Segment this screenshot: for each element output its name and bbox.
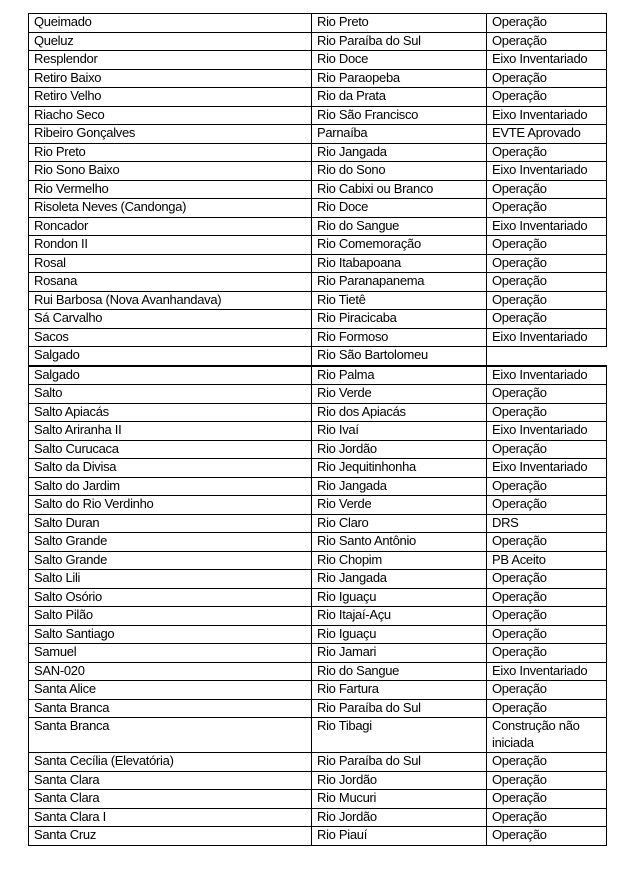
- status-cell: Eixo Inventariado: [487, 366, 607, 385]
- river-cell: Rio Jequitinhonha: [312, 459, 487, 478]
- river-cell: Rio Jordão: [312, 440, 487, 459]
- status-cell: Operação: [487, 808, 607, 827]
- plant-name-cell: SAN-020: [29, 662, 312, 681]
- plant-name-cell: Queluz: [29, 32, 312, 51]
- table-row: [29, 310, 607, 329]
- river-cell: Rio Chopim: [312, 551, 487, 570]
- river-cell: Rio Paranapanema: [312, 273, 487, 292]
- status-cell: EVTE Aprovado: [487, 125, 607, 144]
- river-cell: Rio Verde: [312, 496, 487, 515]
- plant-name-cell: Sacos: [29, 328, 312, 347]
- plant-name-cell: Salto Curucaca: [29, 440, 312, 459]
- table-row: [29, 106, 607, 125]
- plant-name-cell: Queimado: [29, 14, 312, 33]
- status-cell: Operação: [487, 477, 607, 496]
- table-row: [29, 51, 607, 70]
- status-cell: Operação: [487, 771, 607, 790]
- plant-name-cell: Salto Apiacás: [29, 403, 312, 422]
- table-row: [29, 718, 607, 753]
- plant-name-cell: Rio Sono Baixo: [29, 162, 312, 181]
- table-row: [29, 588, 607, 607]
- status-cell: Operação: [487, 69, 607, 88]
- river-cell: Rio Jangada: [312, 477, 487, 496]
- plant-name-cell: Salto: [29, 385, 312, 404]
- table-row: [29, 607, 607, 626]
- river-cell: Rio do Sangue: [312, 662, 487, 681]
- table-row: [29, 199, 607, 218]
- river-cell: Rio do Sono: [312, 162, 487, 181]
- status-cell: Eixo Inventariado: [487, 459, 607, 478]
- table-row: [29, 514, 607, 533]
- status-cell: Construção não iniciada: [487, 718, 607, 753]
- table-row: [29, 236, 607, 255]
- status-cell: Eixo Inventariado: [487, 51, 607, 70]
- plant-name-cell: Resplendor: [29, 51, 312, 70]
- table-row: [29, 790, 607, 809]
- table-row: [29, 328, 607, 347]
- river-cell: Rio Cabixi ou Branco: [312, 180, 487, 199]
- status-cell: Operação: [487, 236, 607, 255]
- plant-name-cell: Retiro Velho: [29, 88, 312, 107]
- table-row: [29, 699, 607, 718]
- table-row: [29, 125, 607, 144]
- status-cell: Operação: [487, 570, 607, 589]
- table-row: [29, 291, 607, 310]
- river-cell: Rio Tibagi: [312, 718, 487, 753]
- river-cell: Rio Verde: [312, 385, 487, 404]
- plant-name-cell: Rosana: [29, 273, 312, 292]
- river-cell: Rio Ivaí: [312, 422, 487, 441]
- status-cell: Operação: [487, 88, 607, 107]
- plant-name-cell: Rio Preto: [29, 143, 312, 162]
- table-row: [29, 162, 607, 181]
- plant-name-cell: Rui Barbosa (Nova Avanhandava): [29, 291, 312, 310]
- status-cell: Operação: [487, 681, 607, 700]
- status-cell: Operação: [487, 753, 607, 772]
- table-row: [29, 644, 607, 663]
- status-cell: Operação: [487, 644, 607, 663]
- table-row: [29, 14, 607, 33]
- plant-name-cell: Santa Cecília (Elevatória): [29, 753, 312, 772]
- status-cell: Operação: [487, 533, 607, 552]
- river-cell: Rio Paraíba do Sul: [312, 699, 487, 718]
- status-cell: Operação: [487, 588, 607, 607]
- status-cell: Eixo Inventariado: [487, 106, 607, 125]
- status-cell: Operação: [487, 14, 607, 33]
- status-cell: Operação: [487, 699, 607, 718]
- plant-name-cell: Salto Grande: [29, 533, 312, 552]
- status-cell: Operação: [487, 385, 607, 404]
- river-cell: Rio Mucuri: [312, 790, 487, 809]
- river-cell: Rio Iguaçu: [312, 625, 487, 644]
- river-cell: Rio Formoso: [312, 328, 487, 347]
- plant-name-cell: Rondon II: [29, 236, 312, 255]
- plant-name-cell: Sá Carvalho: [29, 310, 312, 329]
- table-row: [29, 681, 607, 700]
- status-cell: Operação: [487, 291, 607, 310]
- table-row: [29, 827, 607, 846]
- table-row: [29, 570, 607, 589]
- plant-name-cell: Samuel: [29, 644, 312, 663]
- river-cell: Rio da Prata: [312, 88, 487, 107]
- river-cell: Rio Fartura: [312, 681, 487, 700]
- river-cell: Rio Tietê: [312, 291, 487, 310]
- status-cell: Operação: [487, 403, 607, 422]
- status-cell: Operação: [487, 440, 607, 459]
- plant-name-cell: Rio Vermelho: [29, 180, 312, 199]
- status-cell: Operação: [487, 790, 607, 809]
- status-cell: Operação: [487, 180, 607, 199]
- status-cell: PB Aceito: [487, 551, 607, 570]
- hydro-plants-table-container: [28, 13, 606, 846]
- table-row: [29, 771, 607, 790]
- river-cell: Rio Paraíba do Sul: [312, 32, 487, 51]
- table-row: [29, 366, 607, 385]
- table-row: [29, 662, 607, 681]
- table-row: [29, 477, 607, 496]
- river-cell: Rio Jamari: [312, 644, 487, 663]
- plant-name-cell: Risoleta Neves (Candonga): [29, 199, 312, 218]
- status-cell: Operação: [487, 496, 607, 515]
- table-row: [29, 440, 607, 459]
- river-cell: Rio dos Apiacás: [312, 403, 487, 422]
- status-cell: Operação: [487, 32, 607, 51]
- river-cell: Rio São Francisco: [312, 106, 487, 125]
- river-cell: Rio Piracicaba: [312, 310, 487, 329]
- plant-name-cell: Rosal: [29, 254, 312, 273]
- river-cell: Rio Iguaçu: [312, 588, 487, 607]
- plant-name-cell: Salto do Rio Verdinho: [29, 496, 312, 515]
- status-cell: Eixo Inventariado: [487, 662, 607, 681]
- plant-name-cell: Santa Clara: [29, 771, 312, 790]
- status-cell: Operação: [487, 625, 607, 644]
- plant-name-cell: Roncador: [29, 217, 312, 236]
- table-row: [29, 625, 607, 644]
- plant-name-cell: Salto Ariranha II: [29, 422, 312, 441]
- plant-name-cell: Riacho Seco: [29, 106, 312, 125]
- plant-name-cell: Santa Alice: [29, 681, 312, 700]
- table-row: [29, 273, 607, 292]
- table-row: [29, 143, 607, 162]
- plants-table-segment-1: [28, 13, 607, 366]
- river-cell: Rio Paraíba do Sul: [312, 753, 487, 772]
- plant-name-cell: Santa Cruz: [29, 827, 312, 846]
- status-cell: Operação: [487, 310, 607, 329]
- status-cell: Eixo Inventariado: [487, 328, 607, 347]
- status-cell: DRS: [487, 514, 607, 533]
- river-cell: Rio Jordão: [312, 808, 487, 827]
- table-row: [29, 69, 607, 88]
- river-cell: Rio Doce: [312, 51, 487, 70]
- status-cell: Operação: [487, 827, 607, 846]
- status-cell: Operação: [487, 199, 607, 218]
- river-cell: Rio Jordão: [312, 771, 487, 790]
- river-cell: Rio Comemoração: [312, 236, 487, 255]
- plant-name-cell: Salto da Divisa: [29, 459, 312, 478]
- plant-name-cell: Salto Santiago: [29, 625, 312, 644]
- table-row: [29, 753, 607, 772]
- status-cell: Operação: [487, 273, 607, 292]
- plant-name-cell: Salto do Jardim: [29, 477, 312, 496]
- table-row: [29, 217, 607, 236]
- status-cell: Operação: [487, 254, 607, 273]
- plant-name-cell: Santa Branca: [29, 699, 312, 718]
- plant-name-cell: Salto Osório: [29, 588, 312, 607]
- plant-name-cell: Santa Branca: [29, 718, 312, 753]
- plant-name-cell: Salto Pilão: [29, 607, 312, 626]
- table-row: [29, 180, 607, 199]
- table-row: [29, 32, 607, 51]
- river-cell: Rio do Sangue: [312, 217, 487, 236]
- plant-name-cell: Salgado: [29, 366, 312, 385]
- river-cell: Rio São Bartolomeu: [312, 347, 487, 366]
- table-row: [29, 385, 607, 404]
- river-cell: Parnaíba: [312, 125, 487, 144]
- plant-name-cell: Ribeiro Gonçalves: [29, 125, 312, 144]
- river-cell: Rio Itajaí-Açu: [312, 607, 487, 626]
- plant-name-cell: Santa Clara: [29, 790, 312, 809]
- table-row: [29, 88, 607, 107]
- status-cell: Eixo Inventariado: [487, 422, 607, 441]
- table-row: [29, 551, 607, 570]
- plants-table-segment-2: [28, 366, 607, 846]
- status-cell: Operação: [487, 607, 607, 626]
- plant-name-cell: Salto Duran: [29, 514, 312, 533]
- table-row: [29, 403, 607, 422]
- river-cell: Rio Claro: [312, 514, 487, 533]
- river-cell: Rio Jangada: [312, 570, 487, 589]
- table-row: [29, 808, 607, 827]
- river-cell: Rio Palma: [312, 366, 487, 385]
- table-row: [29, 459, 607, 478]
- plant-name-cell: Santa Clara I: [29, 808, 312, 827]
- plant-name-cell: Salto Grande: [29, 551, 312, 570]
- table-row: [29, 347, 607, 366]
- table-row: [29, 496, 607, 515]
- plant-name-cell: Retiro Baixo: [29, 69, 312, 88]
- river-cell: Rio Doce: [312, 199, 487, 218]
- table-row: [29, 422, 607, 441]
- river-cell: Rio Jangada: [312, 143, 487, 162]
- river-cell: Rio Itabapoana: [312, 254, 487, 273]
- status-cell: [487, 347, 607, 366]
- river-cell: Rio Preto: [312, 14, 487, 33]
- river-cell: Rio Paraopeba: [312, 69, 487, 88]
- table-row: [29, 254, 607, 273]
- plant-name-cell: Salto Lili: [29, 570, 312, 589]
- table-row: [29, 533, 607, 552]
- river-cell: Rio Santo Antônio: [312, 533, 487, 552]
- plant-name-cell: Salgado: [29, 347, 312, 366]
- status-cell: Eixo Inventariado: [487, 162, 607, 181]
- river-cell: Rio Piauí: [312, 827, 487, 846]
- status-cell: Operação: [487, 143, 607, 162]
- status-cell: Eixo Inventariado: [487, 217, 607, 236]
